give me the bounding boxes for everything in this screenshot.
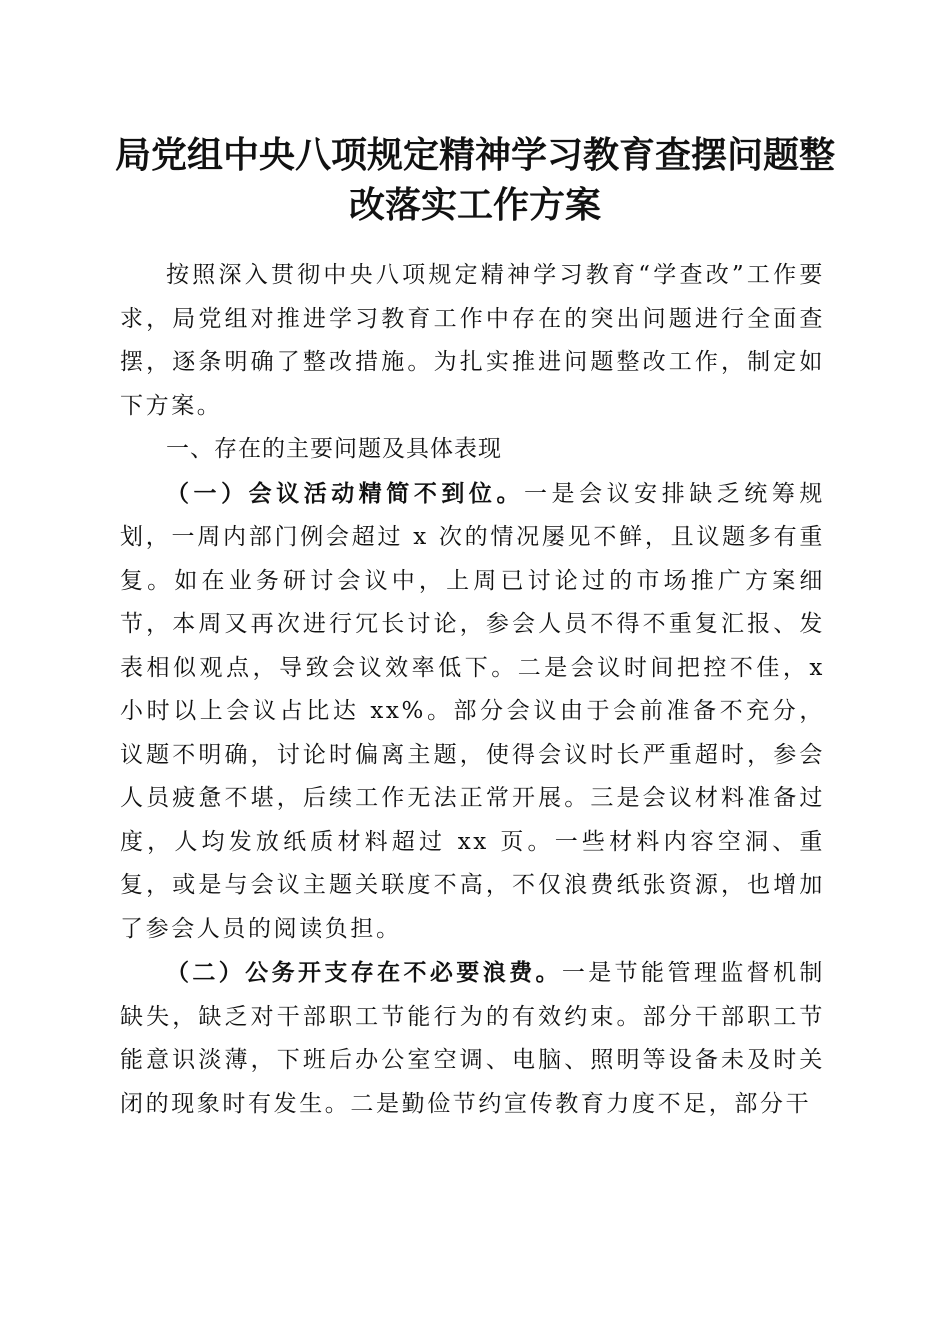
document-title bbox=[110, 130, 840, 230]
item-paragraph-1 bbox=[120, 472, 825, 952]
document-body bbox=[120, 254, 825, 1126]
section-heading-1: 一、存在的主要问题及具体表现 bbox=[166, 436, 502, 462]
title-line-1: 局党组中央八项规定精神学习教育查摆问题整 bbox=[114, 134, 835, 176]
title-line-2: 改落实工作方案 bbox=[348, 184, 601, 226]
item-paragraph-2 bbox=[120, 951, 825, 1126]
item-text-2: 一是节能管理监督机制缺失，缺乏对干部职工节能行为的有效约束。部分干部职工节能意识淡薄，下班后办公室空调、电脑、照明等设备未及时关闭的现象时有发生。二是勤俭节约宣传教育力度不足，部分干 bbox=[120, 960, 826, 1117]
item-text-1: 一是会议安排缺乏统筹规划，一周内部门例会超过 x 次的情况屡见不鲜，且议题多有重复。如在业务研讨会议中，上周已讨论过的市场推广方案细节，本周又再次进行冗长讨论，参会人员不得不重复汇报、发表相似观点，导致会议效率低下。二是会议时间把控不佳，x 小时以上会议占比达 xx%。部分会议由于会前准备不充分，议题不明确，讨论时偏离主题，使得会议时长严重超时，参会人员疲惫不堪，后续工作无法正常开展。三是会议材料准备过度，人均发放纸质材料超过 xx 页。一些材料内容空洞、重复，或是与会议主题关联度不高，不仅浪费纸张资源，也增加了参会人员的阅读负担。 bbox=[120, 480, 825, 942]
intro-paragraph: 按照深入贯彻中央八项规定精神学习教育“学查改”工作要求，局党组对推进学习教育工作中存在的突出问题进行全面查摆，逐条明确了整改措施。为扎实推进问题整改工作，制定如下方案。 bbox=[120, 262, 825, 419]
item-lead-2: （二）公务开支存在不必要浪费。 bbox=[166, 959, 562, 986]
item-lead-1: （一）会议活动精简不到位。 bbox=[166, 479, 524, 507]
